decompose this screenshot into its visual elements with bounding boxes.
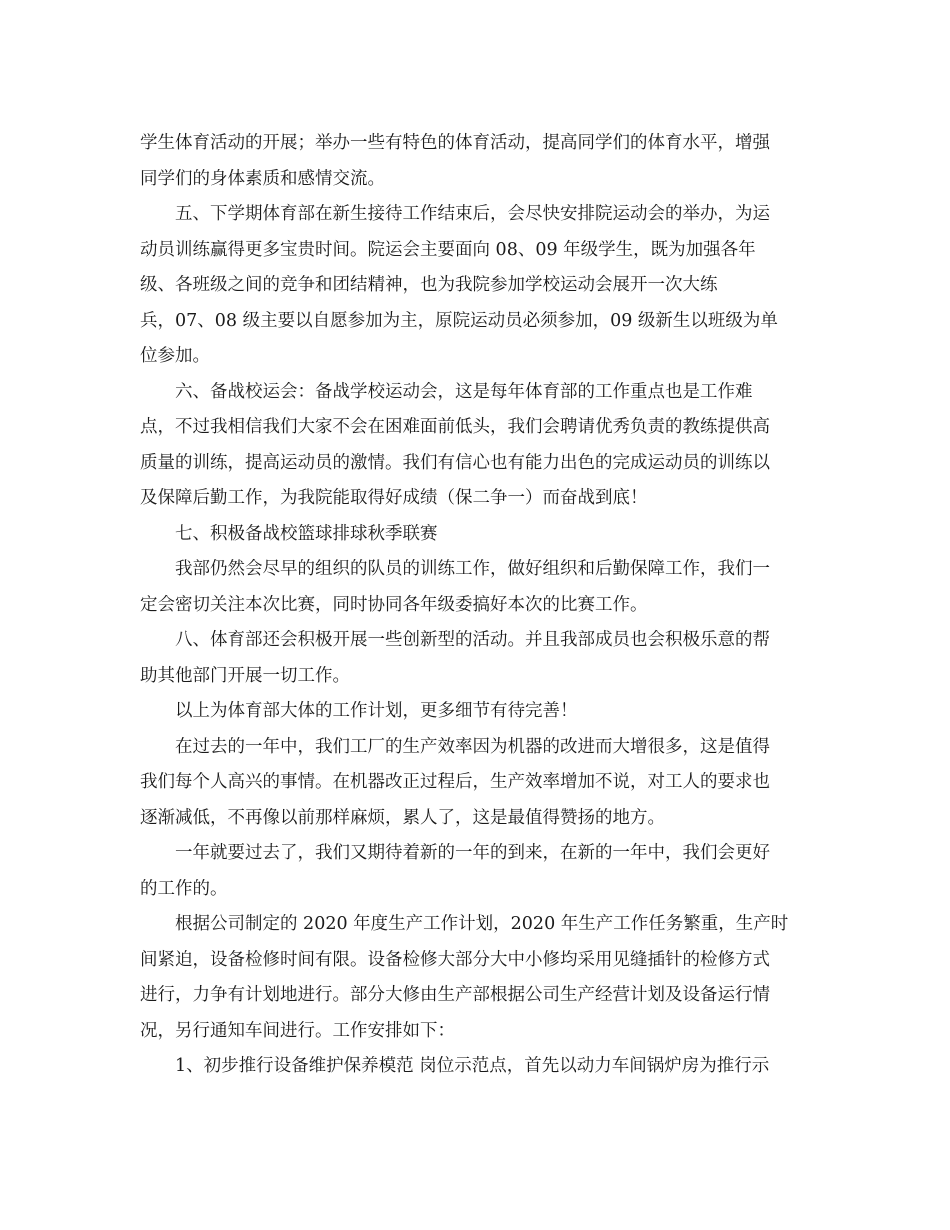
text-line: 点，不过我相信我们大家不会在困难面前低头，我们会聘请优秀负责的教练提供高 bbox=[140, 417, 770, 437]
text-line: 在过去的一年中，我们工厂的生产效率因为机器的改进而大增很多，这是值得 bbox=[175, 736, 770, 757]
text-line: 一年就要过去了，我们又期待着新的一年的到来，在新的一年中，我们会更好 bbox=[175, 843, 770, 863]
paragraph bbox=[140, 730, 812, 837]
text-line: 同学们的身体素质和感情交流。 bbox=[140, 168, 385, 189]
text-line: 助其他部门开展一切工作。 bbox=[140, 665, 350, 686]
paragraph bbox=[140, 126, 812, 197]
text-line: 以上为体育部大体的工作计划，更多细节有待完善！ bbox=[175, 701, 578, 721]
text-line: 级、各班级之间的竞争和团结精神，也为我院参加学校运动会展开一次大练 bbox=[140, 275, 718, 295]
text-line: 定会密切关注本次比赛，同时协同各年级委搞好本次的比赛工作。 bbox=[140, 594, 648, 615]
paragraph bbox=[140, 552, 812, 623]
text-line: 质量的训练，提高运动员的激情。我们有信心也有能力出色的完成运动员的训练以 bbox=[140, 452, 770, 473]
paragraph bbox=[140, 197, 812, 375]
paragraph bbox=[140, 907, 812, 1049]
text-line: 的工作的。 bbox=[140, 878, 228, 899]
text-line: 动员训练赢得更多宝贵时间。院运会主要面向 08、09 年级学生，既为加强各年 bbox=[140, 239, 756, 260]
paragraph bbox=[140, 1049, 812, 1085]
paragraph bbox=[140, 623, 812, 694]
text-line: 位参加。 bbox=[140, 346, 210, 366]
text-line: 八、体育部还会积极开展一些创新型的活动。并且我部成员也会积极乐意的帮 bbox=[175, 630, 770, 650]
text-line: 兵，07、08 级主要以自愿参加为主，原院运动员必须参加，09 级新生以班级为单 bbox=[140, 310, 778, 331]
text-line: 我们每个人高兴的事情。在机器改正过程后，生产效率增加不说，对工人的要求也 bbox=[140, 772, 770, 792]
paragraph bbox=[140, 375, 812, 517]
text-line: 五、下学期体育部在新生接待工作结束后，会尽快安排院运动会的举办，为运 bbox=[175, 204, 770, 224]
paragraph bbox=[140, 517, 812, 553]
text-line: 六、备战校运会：备战学校运动会，这是每年体育部的工作重点也是工作难 bbox=[175, 381, 753, 402]
text-line: 1、初步推行设备维护保养模范 岗位示范点，首先以动力车间锅炉房为推行示 bbox=[175, 1056, 770, 1076]
text-line: 及保障后勤工作，为我院能取得好成绩（保二争一）而奋战到底！ bbox=[140, 488, 648, 508]
document-body bbox=[140, 126, 812, 1085]
text-line: 根据公司制定的 2020 年度生产工作计划，2020 年生产工作任务繁重，生产时 bbox=[175, 914, 789, 934]
text-line: 进行，力争有计划地进行。部分大修由生产部根据公司生产经营计划及设备运行情 bbox=[140, 985, 770, 1005]
text-line: 间紧迫，设备检修时间有限。设备检修大部分大中小修均采用见缝插针的检修方式 bbox=[140, 949, 770, 970]
text-line: 况，另行通知车间进行。工作安排如下： bbox=[140, 1020, 455, 1041]
text-line: 我部仍然会尽早的组织的队员的训练工作，做好组织和后勤保障工作，我们一 bbox=[175, 559, 770, 579]
text-line: 七、积极备战校篮球排球秋季联赛 bbox=[175, 523, 438, 544]
text-line: 逐渐减低，不再像以前那样麻烦，累人了，这是最值得赞扬的地方。 bbox=[140, 807, 665, 828]
text-line: 学生体育活动的开展；举办一些有特色的体育活动，提高同学们的体育水平，增强 bbox=[140, 133, 770, 153]
paragraph bbox=[140, 836, 812, 907]
paragraph bbox=[140, 694, 812, 730]
